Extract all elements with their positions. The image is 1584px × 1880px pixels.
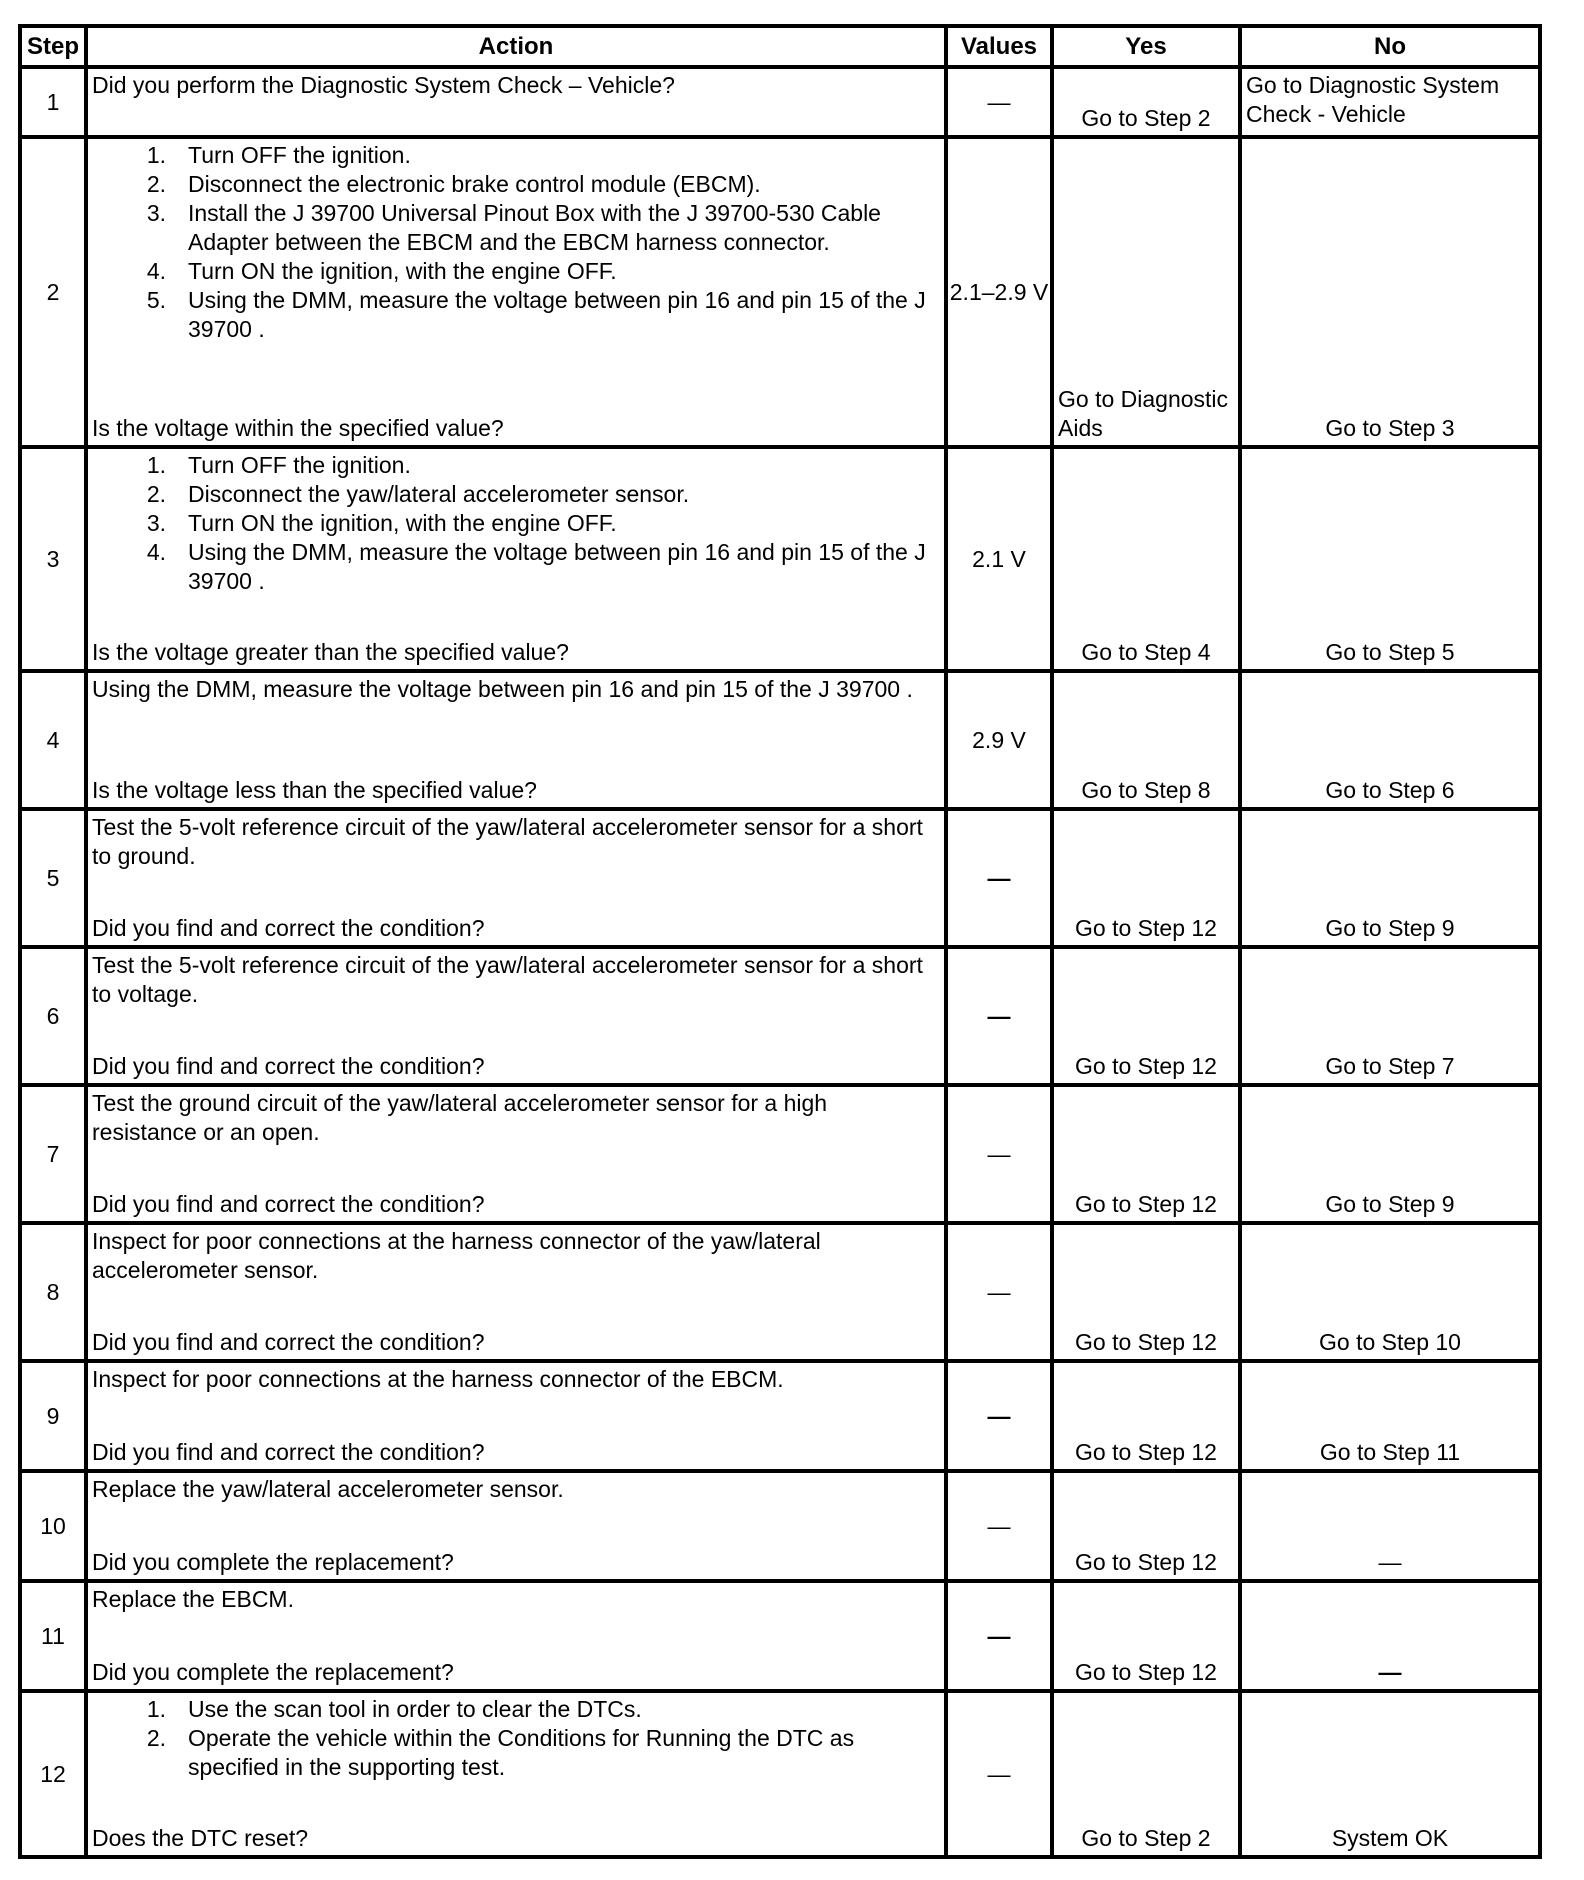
step-number: 11 <box>20 1581 86 1691</box>
no-cell: Go to Step 3 <box>1240 137 1540 447</box>
value-cell: — <box>946 1691 1052 1857</box>
action-text: Test the 5-volt reference circuit of the yaw/lateral accelerometer sensor for a short to ground. <box>92 814 923 869</box>
value-cell: — <box>946 947 1052 1085</box>
step-number: 9 <box>20 1361 86 1471</box>
action-question: Does the DTC reset? <box>92 1825 309 1851</box>
action-question: Did you find and correct the condition? <box>92 1191 485 1217</box>
action-cell <box>86 1581 946 1691</box>
step-number: 5 <box>20 809 86 947</box>
action-cell <box>86 1223 946 1361</box>
table-row <box>20 1085 1540 1223</box>
table-row <box>20 1471 1540 1581</box>
header-values: Values <box>946 26 1052 67</box>
action-question: Did you complete the replacement? <box>92 1659 454 1685</box>
action-cell <box>86 67 946 137</box>
yes-cell: Go to Step 12 <box>1052 947 1240 1085</box>
no-cell: Go to Step 9 <box>1240 1085 1540 1223</box>
step-number: 4 <box>20 671 86 809</box>
list-item: 2. Operate the vehicle within the Conditions for Running the DTC as specified in the supporting test. <box>146 1725 855 1780</box>
action-question: Is the voltage less than the specified value? <box>92 777 537 803</box>
action-cell <box>86 947 946 1085</box>
action-cell <box>86 1361 946 1471</box>
action-cell <box>86 1691 946 1857</box>
value-cell: — <box>946 1361 1052 1471</box>
value-cell: — <box>946 1471 1052 1581</box>
table-row <box>20 671 1540 809</box>
value-cell: 2.1 V <box>946 447 1052 671</box>
no-cell: — <box>1240 1471 1540 1581</box>
list-item: 5. Using the DMM, measure the voltage between pin 16 and pin 15 of the J 39700 . <box>146 287 926 342</box>
step-number: 1 <box>20 67 86 137</box>
yes-cell: Go to Step 12 <box>1052 1223 1240 1361</box>
yes-cell: Go to Step 2 <box>1052 1691 1240 1857</box>
value-cell: — <box>946 809 1052 947</box>
step-number: 7 <box>20 1085 86 1223</box>
step-number: 2 <box>20 137 86 447</box>
yes-cell: Go to Step 8 <box>1052 671 1240 809</box>
table-row <box>20 1581 1540 1691</box>
list-item: 1. Use the scan tool in order to clear the DTCs. <box>146 1696 642 1722</box>
header-yes: Yes <box>1052 26 1240 67</box>
list-item: 2. Disconnect the electronic brake control module (EBCM). <box>146 171 761 197</box>
list-item: 1. Turn OFF the ignition. <box>146 142 411 168</box>
action-cell <box>86 447 946 671</box>
yes-cell: Go to Step 12 <box>1052 1471 1240 1581</box>
action-cell <box>86 809 946 947</box>
table-row <box>20 1361 1540 1471</box>
no-cell: Go to Step 9 <box>1240 809 1540 947</box>
action-cell <box>86 137 946 447</box>
action-question: Did you find and correct the condition? <box>92 915 485 941</box>
action-text: Inspect for poor connections at the harness connector of the EBCM. <box>92 1366 784 1392</box>
table-row <box>20 67 1540 137</box>
diagnostic-table <box>18 24 1542 1859</box>
list-item: 1. Turn OFF the ignition. <box>146 452 411 478</box>
action-question: Did you find and correct the condition? <box>92 1439 485 1465</box>
table-row <box>20 1691 1540 1857</box>
action-text: Replace the EBCM. <box>92 1586 294 1612</box>
yes-cell: Go to Step 12 <box>1052 1085 1240 1223</box>
table-row <box>20 447 1540 671</box>
list-item: 2. Disconnect the yaw/lateral accelerometer sensor. <box>146 481 690 507</box>
header-no: No <box>1240 26 1540 67</box>
action-text: Did you perform the Diagnostic System Check – Vehicle? <box>92 72 675 98</box>
action-question: Did you find and correct the condition? <box>92 1053 485 1079</box>
action-list <box>92 1695 938 1782</box>
no-cell: Go to Step 11 <box>1240 1361 1540 1471</box>
action-text: Inspect for poor connections at the harness connector of the yaw/lateral accelerometer sensor. <box>92 1228 821 1283</box>
yes-cell: Go to Step 12 <box>1052 1581 1240 1691</box>
yes-cell: Go to Diagnostic Aids <box>1052 137 1240 447</box>
header-step: Step <box>20 26 86 67</box>
action-question: Is the voltage greater than the specified value? <box>92 639 569 665</box>
step-number: 6 <box>20 947 86 1085</box>
header-action: Action <box>86 26 946 67</box>
no-cell: — <box>1240 1581 1540 1691</box>
value-cell: — <box>946 1085 1052 1223</box>
step-number: 8 <box>20 1223 86 1361</box>
table-header-row <box>20 26 1540 67</box>
value-cell: — <box>946 1581 1052 1691</box>
action-text: Using the DMM, measure the voltage between pin 16 and pin 15 of the J 39700 . <box>92 676 913 702</box>
list-item: 3. Turn ON the ignition, with the engine OFF. <box>146 510 617 536</box>
no-cell: System OK <box>1240 1691 1540 1857</box>
yes-cell: Go to Step 4 <box>1052 447 1240 671</box>
value-cell: — <box>946 67 1052 137</box>
action-question: Is the voltage within the specified value? <box>92 415 504 441</box>
step-number: 10 <box>20 1471 86 1581</box>
no-cell: Go to Step 6 <box>1240 671 1540 809</box>
action-text: Test the ground circuit of the yaw/lateral accelerometer sensor for a high resistance or an open. <box>92 1090 828 1145</box>
no-cell: Go to Diagnostic System Check - Vehicle <box>1240 67 1540 137</box>
no-cell: Go to Step 5 <box>1240 447 1540 671</box>
table-row <box>20 947 1540 1085</box>
list-item: 4. Turn ON the ignition, with the engine OFF. <box>146 258 617 284</box>
action-list <box>92 451 938 596</box>
no-cell: Go to Step 7 <box>1240 947 1540 1085</box>
no-cell: Go to Step 10 <box>1240 1223 1540 1361</box>
action-cell <box>86 1085 946 1223</box>
yes-cell: Go to Step 12 <box>1052 1361 1240 1471</box>
value-cell: 2.9 V <box>946 671 1052 809</box>
table-row <box>20 809 1540 947</box>
list-item: 4. Using the DMM, measure the voltage between pin 16 and pin 15 of the J 39700 . <box>146 539 926 594</box>
action-cell <box>86 1471 946 1581</box>
action-text: Test the 5-volt reference circuit of the yaw/lateral accelerometer sensor for a short to voltage. <box>92 952 923 1007</box>
action-cell <box>86 671 946 809</box>
step-number: 12 <box>20 1691 86 1857</box>
step-number: 3 <box>20 447 86 671</box>
action-list <box>92 141 938 344</box>
action-question: Did you find and correct the condition? <box>92 1329 485 1355</box>
table-row <box>20 137 1540 447</box>
action-question: Did you complete the replacement? <box>92 1549 454 1575</box>
yes-cell: Go to Step 12 <box>1052 809 1240 947</box>
action-text: Replace the yaw/lateral accelerometer sensor. <box>92 1476 564 1502</box>
list-item: 3. Install the J 39700 Universal Pinout Box with the J 39700-530 Cable Adapter between the EBCM and the EBCM harness connector. <box>146 200 881 255</box>
yes-cell: Go to Step 2 <box>1052 67 1240 137</box>
value-cell: — <box>946 1223 1052 1361</box>
value-cell: 2.1–2.9 V <box>946 137 1052 447</box>
table-row <box>20 1223 1540 1361</box>
